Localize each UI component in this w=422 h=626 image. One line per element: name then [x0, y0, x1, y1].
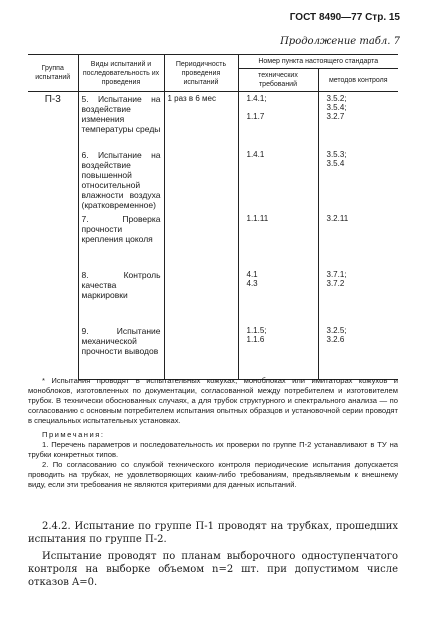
period-cell: [164, 268, 238, 324]
note-2: 2. По согласованию со службой технического контроля периодические испытания допускается проводить на трубках, не удовлетворяющих каким-либо требованиям, предъявляемым к внешнему виду, если эти требования не являются критериями для данных испытаний.: [28, 460, 398, 489]
period-cell: 1 раз в 6 мес: [164, 92, 238, 148]
notes-section: [28, 376, 398, 490]
group-cell: П-3: [28, 92, 78, 380]
methods-cell: 3.5.2; 3.5.4; 3.2.7: [326, 94, 347, 121]
table-continuation-label: Продолжение табл. 7: [280, 36, 400, 47]
header-methods: методов контроля: [318, 69, 398, 92]
test-cell: 8. Контроль качества маркировки: [78, 268, 164, 324]
note-1: 1. Перечень параметров и последовательность их проверки по группе П-2 устанавливают в ТУ на трубки конкретных типов.: [28, 440, 398, 459]
test-cell: 7. Проверка прочности крепления цоколя: [78, 212, 164, 268]
tech-req-cell: 1.4.1: [238, 148, 318, 212]
notes-title: Примечания:: [42, 430, 105, 439]
header-group: Группа испытаний: [28, 55, 78, 92]
body-text: [28, 520, 398, 593]
tech-req-cell: 1.1.11: [238, 212, 318, 268]
header-tech: технических требований: [238, 69, 318, 92]
test-table: [28, 54, 398, 380]
methods-cell: 3.2.5; 3.2.6: [318, 324, 398, 380]
tech-req-cell: 1.4.1; 1.1.7: [238, 92, 318, 148]
page-header: ГОСТ 8490—77 Стр. 15: [289, 12, 400, 23]
header-period: Периодичность проведения испытаний: [164, 55, 238, 92]
table-row: [28, 92, 398, 148]
footnote: * Испытания проводят в испытательных кожухах, моноблоках или имитаторах кожухов и моноблоков, изготовленных по документации, согласованной между потребителем и изготовителем трубок. В технически обоснованных случаях, а для трубок структурного и спектрального анализа — по согласованию с основным потребителем испытания опытных образцов и установочной серии проводят в специальных испытательных установках.: [28, 376, 398, 425]
methods-cell: 3.2.11: [326, 213, 349, 223]
tech-req-cell: 1.1.5; 1.1.6: [238, 324, 318, 380]
test-cell: 5. Испытание на воздействие изменения температуры среды: [78, 92, 164, 148]
table-row: [28, 268, 398, 324]
header-kind: Виды испытаний и последовательность их проведения: [78, 55, 164, 92]
test-cell: 6. Испытание на воздействие повышенной относительной влажности воздуха (кратковременное): [78, 148, 164, 212]
test-cell: 9. Испытание механической прочности выводов: [78, 324, 164, 380]
paragraph-2-4-2: 2.4.2. Испытание по группе П-1 проводят на трубках, прошедших испытания по группе П-2.: [28, 521, 398, 545]
table-row: [28, 324, 398, 380]
header-clause: Номер пункта настоящего стандарта: [238, 55, 398, 69]
period-cell: [164, 148, 238, 212]
table-row: [28, 148, 398, 212]
period-cell: [164, 324, 238, 380]
tech-req-cell: 4.1 4.3: [238, 268, 318, 324]
methods-cell: 3.5.3; 3.5.4: [326, 149, 347, 168]
paragraph-sampling: Испытание проводят по планам выборочного одноступенчатого контроля на выборке объемом n=2 шт. при допустимом числе отказов A=0.: [28, 551, 398, 588]
methods-cell: 3.7.1; 3.7.2: [326, 269, 347, 288]
table-row: [28, 212, 398, 268]
period-cell: [164, 212, 238, 268]
